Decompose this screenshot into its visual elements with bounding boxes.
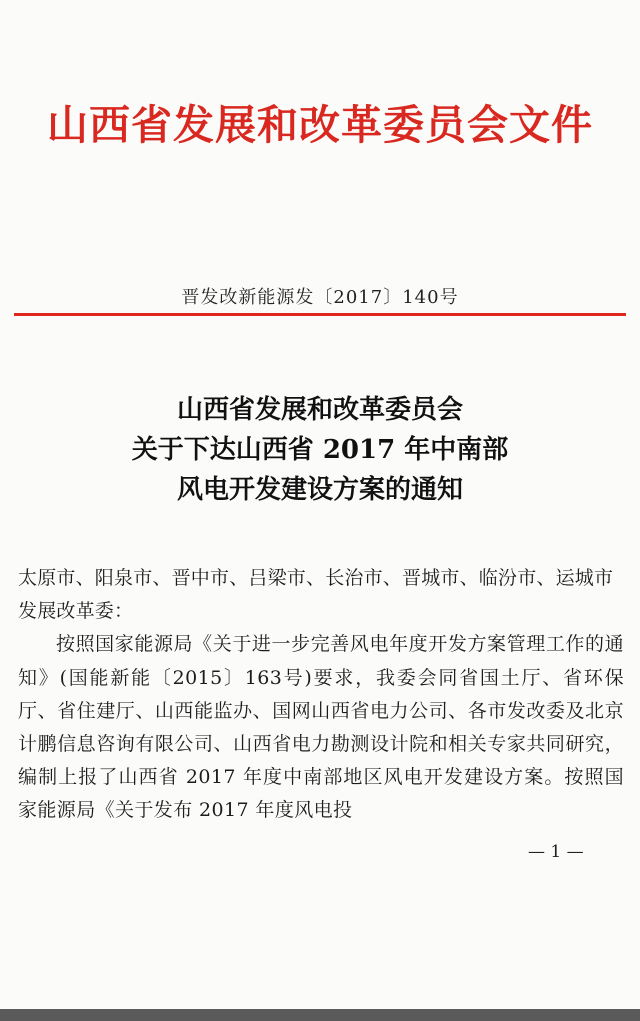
notice-title-line-2: 关于下达山西省 2017 年中南部: [131, 435, 509, 465]
notice-title-line-1: 山西省发展和改革委员会: [176, 395, 463, 425]
body-paragraph: 按照国家能源局《关于进一步完善风电年度开发方案管理工作的通知》(国能新能〔2015〕163号)要求，我委会同省国土厅、省环保厅、省住建厅、山西能监办、国网山西省电力公司、各市发改委及北京计鹏信息咨询有限公司、山西省电力勘测设计院和相关专家共同研究，编制上报了山西省 2017 年度中南部地区风电开发建设方案。按照国家能源局《关于发布 2017 年度风电投: [18, 633, 624, 822]
notice-title-line-3: 风电开发建设方案的通知: [176, 475, 463, 505]
page-number: — 1 —: [528, 842, 584, 862]
document-body: [18, 562, 624, 828]
document-number: 晋发改新能源发〔2017〕140号: [181, 287, 459, 308]
notice-title: [0, 390, 640, 510]
document-header-title: 山西省发展和改革委员会文件: [47, 101, 593, 149]
red-divider-line: [14, 313, 626, 316]
addressee-line: 太原市、阳泉市、晋中市、吕梁市、长治市、晋城市、临汾市、运城市发展改革委：: [18, 567, 614, 623]
bottom-edge-bar: [0, 1009, 640, 1021]
